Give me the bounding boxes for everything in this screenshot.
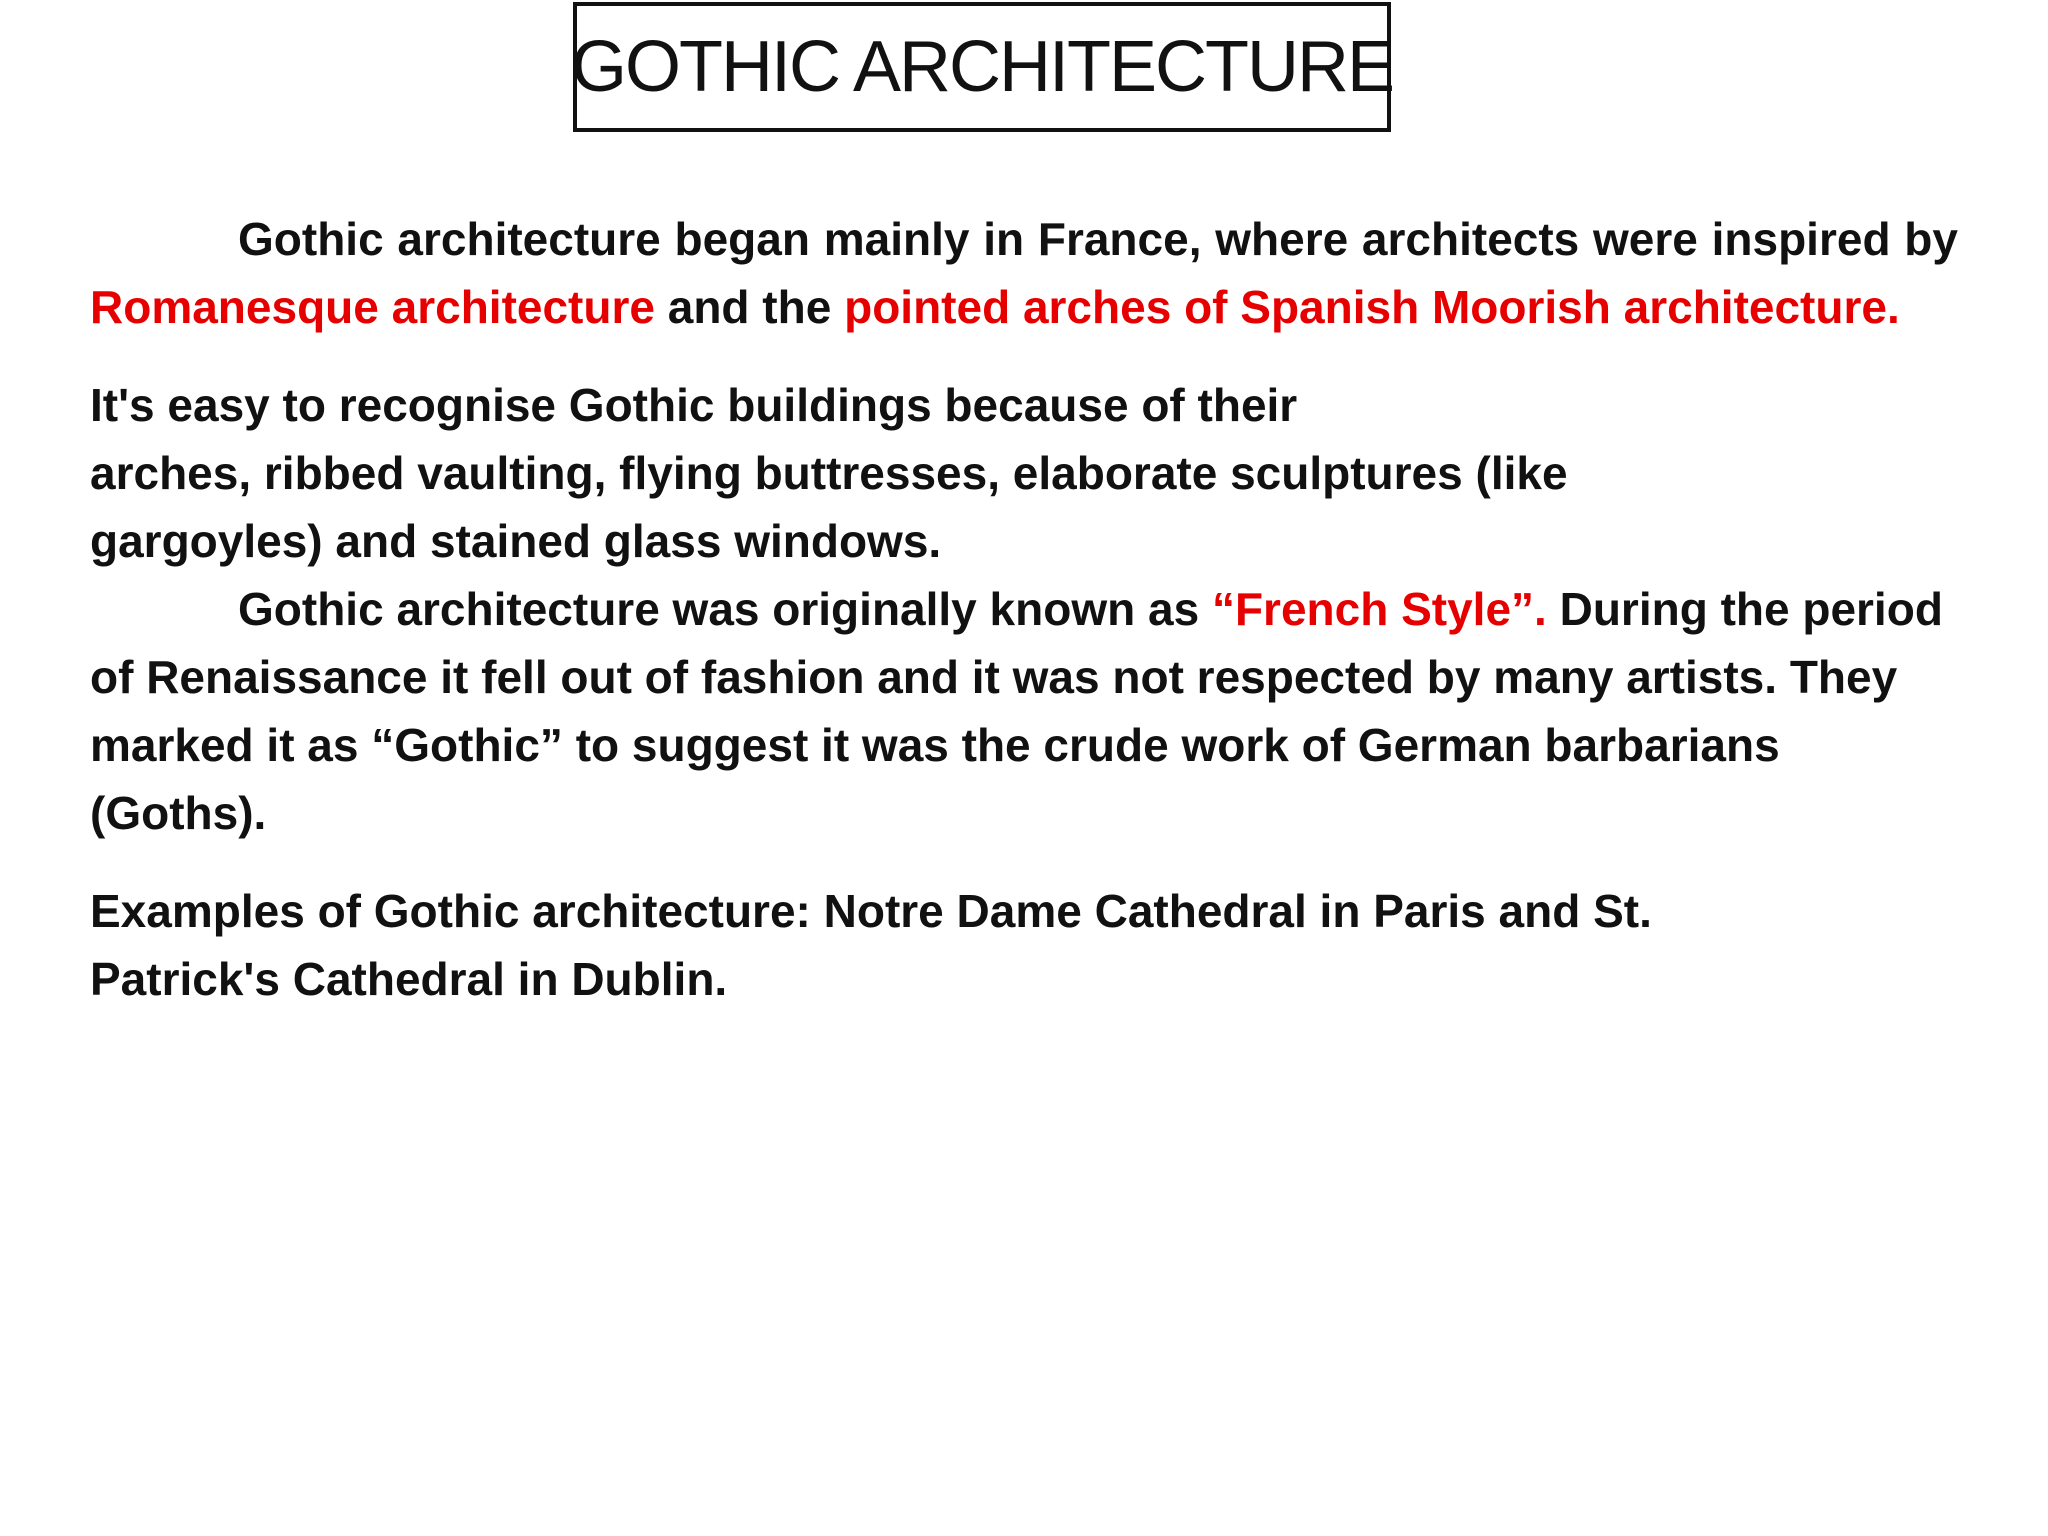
origins-connector: and the [654, 281, 845, 333]
paragraph-french-style [90, 575, 1958, 847]
french-style-highlight: “French Style”. [1211, 583, 1547, 635]
spacer [90, 341, 1958, 371]
paragraph-examples [90, 877, 1958, 1013]
renaissance-text: During the period of Renaissance it fell out of fashion and it was not respected by many artists. They marked it as “Gothic” to suggest it was the crude work of German barbarians (Goths). [90, 583, 1943, 839]
paragraph-origins [90, 205, 1958, 341]
origins-text: Gothic architecture began mainly in France, where architects were inspired by [238, 213, 1958, 265]
moorish-highlight: pointed arches of Spanish Moorish architecture. [844, 281, 1900, 333]
title-box [570, 2, 1394, 132]
slide-body [90, 205, 1958, 1013]
examples-line-1: Examples of Gothic architecture: Notre Dame Cathedral in Paris and St. [90, 885, 1652, 937]
paragraph-recognition [90, 371, 1958, 575]
spacer [90, 847, 1958, 877]
romanesque-highlight: Romanesque architecture [90, 281, 655, 333]
recognition-line-2: arches, ribbed vaulting, flying buttresses, elaborate sculptures (like [90, 447, 1568, 499]
french-style-text: Gothic architecture was originally known as [238, 583, 1212, 635]
slide-title: GOTHIC ARCHITECTURE [570, 27, 1394, 107]
examples-line-2: Patrick's Cathedral in Dublin. [90, 953, 728, 1005]
recognition-line-3: gargoyles) and stained glass windows. [90, 515, 942, 567]
recognition-line-1: It's easy to recognise Gothic buildings because of their [90, 379, 1298, 431]
